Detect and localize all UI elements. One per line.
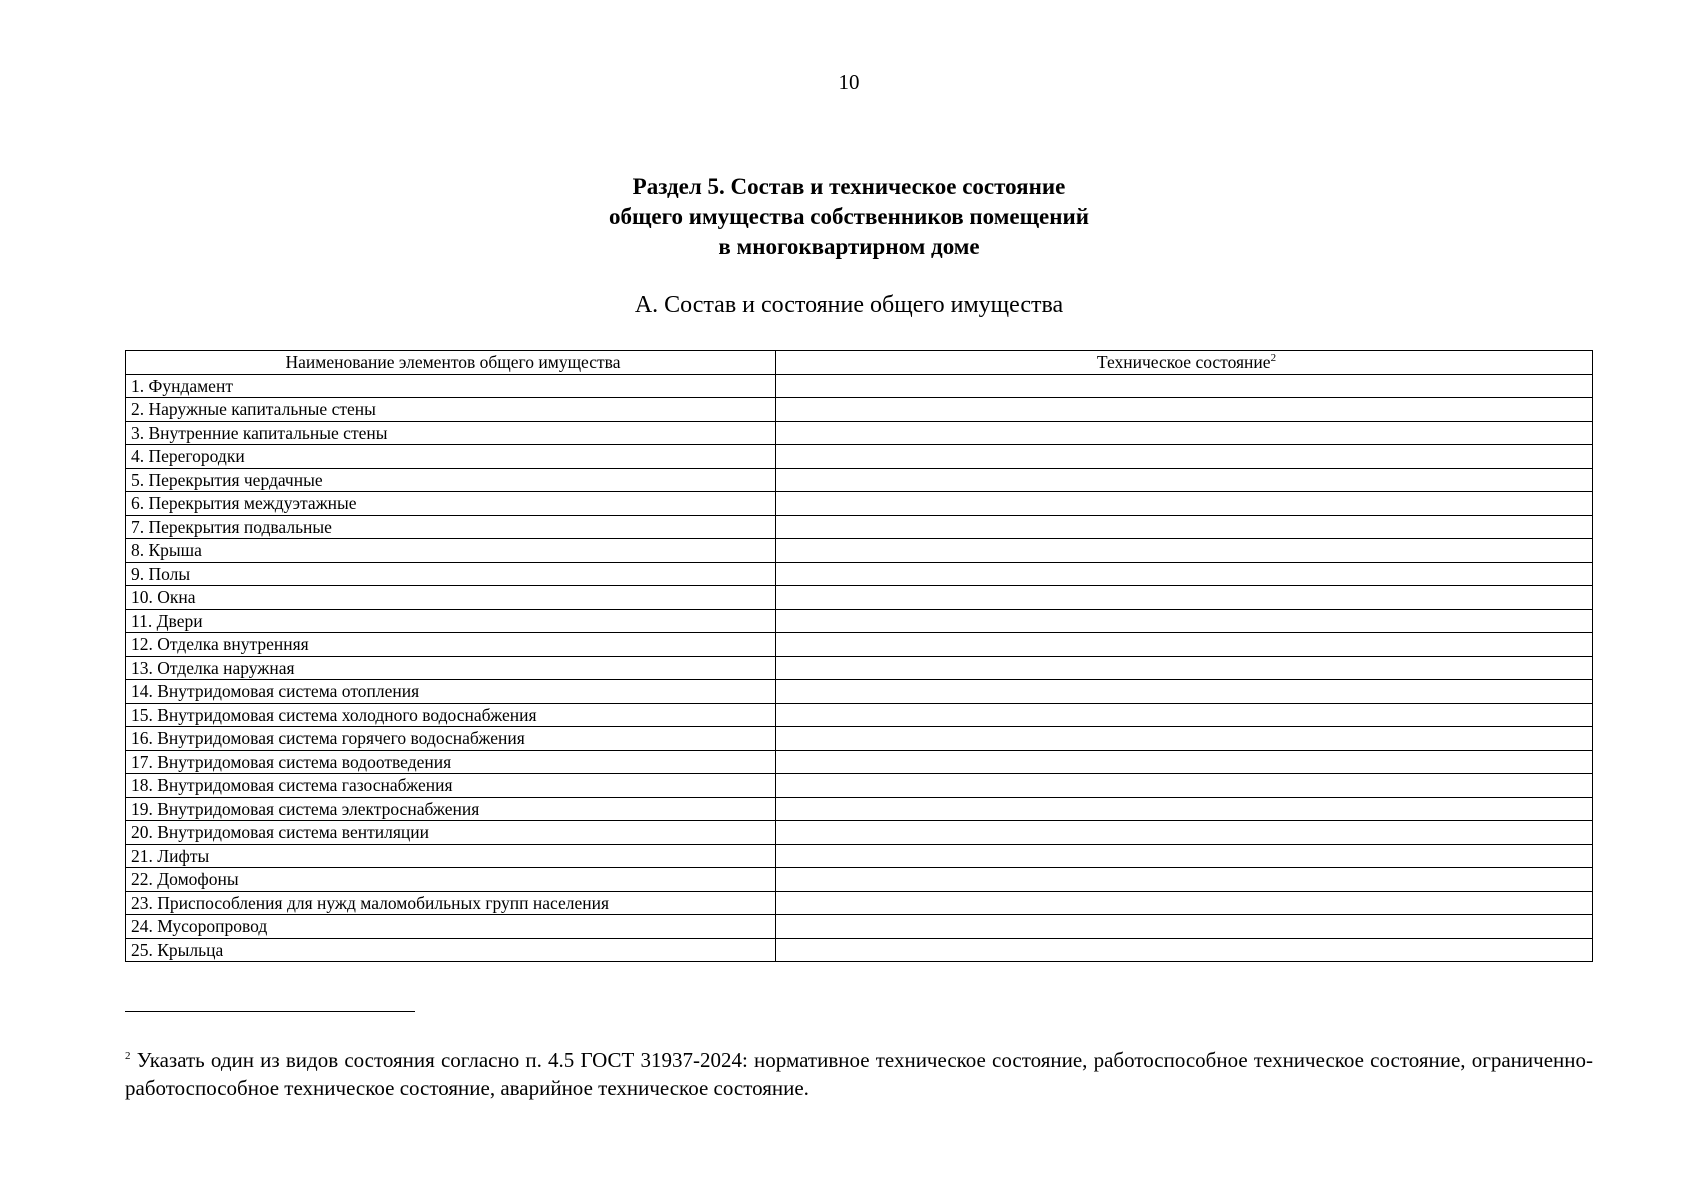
technical-state-cell[interactable]	[776, 492, 1593, 516]
technical-state-cell[interactable]	[776, 774, 1593, 798]
technical-state-cell[interactable]	[776, 421, 1593, 445]
table-row	[126, 891, 1593, 915]
element-name-cell: 13. Отделка наружная	[126, 656, 776, 680]
header-element-name: Наименование элементов общего имущества	[126, 351, 776, 375]
technical-state-cell[interactable]	[776, 750, 1593, 774]
table-row	[126, 539, 1593, 563]
element-name-cell: 22. Домофоны	[126, 868, 776, 892]
element-name-cell: 24. Мусоропровод	[126, 915, 776, 939]
technical-state-cell[interactable]	[776, 445, 1593, 469]
section-title-line-2: общего имущества собственников помещений	[609, 204, 1089, 229]
element-name-cell: 23. Приспособления для нужд маломобильных групп населения	[126, 891, 776, 915]
table-row	[126, 515, 1593, 539]
table-row	[126, 586, 1593, 610]
element-name-cell: 5. Перекрытия чердачные	[126, 468, 776, 492]
table-row	[126, 398, 1593, 422]
footnote-reference: 2	[1270, 352, 1277, 365]
footnote	[125, 1046, 1593, 1102]
table-row	[126, 656, 1593, 680]
footnote-separator	[125, 1011, 415, 1012]
table-row	[126, 915, 1593, 939]
section-title	[0, 172, 1698, 262]
subsection-title: А. Состав и состояние общего имущества	[634, 292, 1064, 318]
element-name-cell: 7. Перекрытия подвальные	[126, 515, 776, 539]
table-row	[126, 774, 1593, 798]
table-row	[126, 492, 1593, 516]
element-name-cell: 19. Внутридомовая система электроснабжения	[126, 797, 776, 821]
technical-state-cell[interactable]	[776, 868, 1593, 892]
element-name-cell: 20. Внутридомовая система вентиляции	[126, 821, 776, 845]
table-row	[126, 727, 1593, 751]
common-property-table	[125, 350, 1593, 962]
technical-state-cell[interactable]	[776, 374, 1593, 398]
table-row	[126, 703, 1593, 727]
technical-state-cell[interactable]	[776, 633, 1593, 657]
table-row	[126, 468, 1593, 492]
technical-state-cell[interactable]	[776, 915, 1593, 939]
table-header-row	[126, 351, 1593, 375]
technical-state-cell[interactable]	[776, 727, 1593, 751]
technical-state-cell[interactable]	[776, 562, 1593, 586]
element-name-cell: 2. Наружные капитальные стены	[126, 398, 776, 422]
technical-state-cell[interactable]	[776, 844, 1593, 868]
element-name-cell: 11. Двери	[126, 609, 776, 633]
section-title-line-1: Раздел 5. Состав и техническое состояние	[632, 174, 1066, 199]
element-name-cell: 12. Отделка внутренняя	[126, 633, 776, 657]
table-row	[126, 421, 1593, 445]
element-name-cell: 14. Внутридомовая система отопления	[126, 680, 776, 704]
technical-state-cell[interactable]	[776, 703, 1593, 727]
table-row	[126, 374, 1593, 398]
table-row	[126, 609, 1593, 633]
technical-state-cell[interactable]	[776, 656, 1593, 680]
element-name-cell: 3. Внутренние капитальные стены	[126, 421, 776, 445]
table-row	[126, 445, 1593, 469]
element-name-cell: 25. Крыльца	[126, 938, 776, 962]
table-body	[126, 374, 1593, 962]
table-row	[126, 750, 1593, 774]
element-name-cell: 17. Внутридомовая система водоотведения	[126, 750, 776, 774]
element-name-cell: 1. Фундамент	[126, 374, 776, 398]
table-row	[126, 797, 1593, 821]
technical-state-cell[interactable]	[776, 539, 1593, 563]
element-name-cell: 6. Перекрытия междуэтажные	[126, 492, 776, 516]
technical-state-cell[interactable]	[776, 398, 1593, 422]
section-title-line-3: в многоквартирном доме	[718, 234, 980, 259]
element-name-cell: 21. Лифты	[126, 844, 776, 868]
technical-state-cell[interactable]	[776, 680, 1593, 704]
element-name-cell: 10. Окна	[126, 586, 776, 610]
technical-state-cell[interactable]	[776, 586, 1593, 610]
element-name-cell: 18. Внутридомовая система газоснабжения	[126, 774, 776, 798]
table-row	[126, 821, 1593, 845]
element-name-cell: 8. Крыша	[126, 539, 776, 563]
table-row	[126, 844, 1593, 868]
table-row	[126, 633, 1593, 657]
table-row	[126, 938, 1593, 962]
element-name-cell: 15. Внутридомовая система холодного водоснабжения	[126, 703, 776, 727]
page-number: 10	[838, 70, 860, 94]
table-row	[126, 562, 1593, 586]
technical-state-cell[interactable]	[776, 609, 1593, 633]
technical-state-cell[interactable]	[776, 891, 1593, 915]
element-name-cell: 16. Внутридомовая система горячего водоснабжения	[126, 727, 776, 751]
technical-state-cell[interactable]	[776, 468, 1593, 492]
footnote-text: Указать один из видов состояния согласно п. 4.5 ГОСТ 31937-2024: нормативное техническое состояние, работоспособное техническое состояние, ограниченно-работоспособное техническое состояние, аварийное техническое состояние.	[125, 1048, 1593, 1100]
technical-state-cell[interactable]	[776, 797, 1593, 821]
technical-state-cell[interactable]	[776, 515, 1593, 539]
header-technical-state: Техническое состояние$^2$	[776, 351, 1593, 375]
element-name-cell: 9. Полы	[126, 562, 776, 586]
element-name-cell: 4. Перегородки	[126, 445, 776, 469]
footnote-mark: 2	[125, 1050, 131, 1062]
table-row	[126, 680, 1593, 704]
technical-state-cell[interactable]	[776, 821, 1593, 845]
technical-state-cell[interactable]	[776, 938, 1593, 962]
table-row	[126, 868, 1593, 892]
